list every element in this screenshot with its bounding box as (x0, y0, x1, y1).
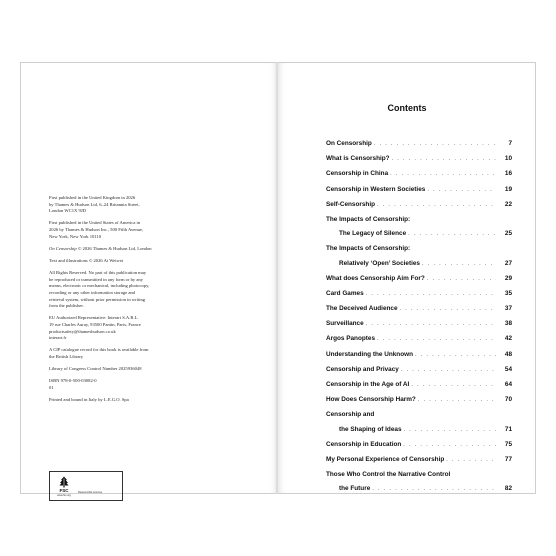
imprint-line: All Rights Reserved. No part of this publication may (49, 269, 147, 275)
toc-entry-title: Censorship and (326, 411, 375, 419)
toc-entry-title: the Shaping of Ideas (339, 425, 402, 433)
toc-page-number: 22 (504, 200, 512, 208)
toc-entry-title: Censorship in Education (326, 440, 402, 448)
imprint-line: EU Authorized Representative: Interart S.A.R.L. (49, 315, 139, 321)
toc-entry-title: the Future (339, 485, 371, 493)
imprint-line: means, electronic or mechanical, including photocopy, (49, 283, 150, 289)
toc-entry[interactable] (326, 441, 512, 449)
imprint-line: ISBN 978-0-500-03082-0 (49, 378, 97, 384)
toc-leader-dots (400, 305, 496, 313)
toc-entry[interactable] (326, 216, 512, 224)
fsc-tree-icon (58, 476, 70, 488)
toc-leader-dots (392, 155, 496, 163)
toc-entry[interactable] (326, 245, 512, 253)
imprint-paragraph (49, 366, 239, 373)
toc-entry[interactable] (326, 456, 512, 464)
imprint-line: First published in the United States of America in (49, 220, 141, 226)
toc-entry-title: Argos Panoptes (326, 335, 376, 343)
toc-page-number: 42 (504, 335, 512, 343)
toc-entry[interactable] (326, 170, 512, 178)
toc-leader-dots (403, 441, 496, 449)
toc-page-number: 70 (504, 396, 512, 404)
toc-entry-title: Understanding the Unknown (326, 350, 413, 358)
imprint-line: Text and illustrations © 2026 Ai Weiwei (49, 257, 124, 263)
toc-page-number: 35 (504, 289, 512, 297)
toc-page-number: 64 (504, 381, 512, 388)
book-spread (20, 62, 536, 497)
toc-leader-dots (374, 140, 496, 148)
toc-leader-dots (411, 381, 496, 389)
toc-leader-dots (427, 186, 496, 194)
imprint-line: First published in the United Kingdom in 2026 (49, 195, 136, 200)
toc-page-number: 75 (504, 440, 512, 448)
toc-entry[interactable] (326, 305, 512, 313)
fsc-code: Responsible sources (78, 491, 103, 494)
toc-leader-dots (390, 170, 496, 178)
toc-entry-title: Censorship in Western Societies (326, 185, 426, 193)
toc-leader-dots (415, 351, 496, 359)
imprint-page (20, 62, 277, 497)
toc-page-number: 29 (504, 274, 512, 282)
toc-entry-title: Those Who Control the Narrative Control (326, 471, 451, 479)
toc-entry[interactable] (326, 335, 512, 343)
fsc-name: FSC (59, 488, 69, 493)
toc-leader-dots (404, 426, 497, 434)
imprint-line: Library of Congress Control Number 2025936048 (49, 366, 142, 372)
imprint-line: retrieval system, without prior permission in writing (49, 296, 146, 302)
toc-entry[interactable] (326, 201, 512, 209)
toc-entry-title: On Censorship (326, 140, 372, 147)
toc-page-number: 38 (504, 320, 512, 328)
toc-entry-title: Self-Censorship (326, 200, 376, 208)
toc-entry-title: How Does Censorship Harm? (326, 396, 416, 404)
imprint-line: New York, New York 10110 (49, 233, 102, 239)
toc-page-number: 77 (504, 455, 512, 463)
toc-entry-title: What does Censorship Aim For? (326, 274, 425, 282)
imprint-line: Printed and bound in Italy by L.E.G.O. Spa (49, 396, 129, 402)
toc-page-number: 27 (504, 259, 512, 267)
toc-leader-dots (366, 320, 496, 328)
imprint-paragraph (49, 397, 239, 404)
toc-page-number: 19 (504, 185, 512, 193)
toc-entry[interactable] (326, 485, 512, 493)
imprint-paragraph (49, 270, 239, 310)
toc-leader-dots (377, 335, 496, 343)
imprint-paragraph (49, 246, 239, 253)
toc-entry[interactable] (326, 351, 512, 359)
imprint-line: 2026 by Thames & Hudson Inc., 500 Fifth Avenue, (49, 227, 144, 233)
toc-entry[interactable] (326, 155, 512, 163)
toc-entry[interactable] (326, 426, 512, 434)
imprint-line: London WC1X 9JD (49, 208, 86, 214)
toc-page-number: 25 (504, 230, 512, 238)
toc-leader-dots (422, 260, 496, 268)
toc-entry-title: Relatively ‘Open’ Societies (339, 259, 420, 267)
toc-entry[interactable] (326, 396, 512, 404)
toc-entry[interactable] (326, 275, 512, 283)
imprint-paragraph (49, 378, 239, 391)
imprint-line: productsafety@thameshudson.co.uk (49, 328, 116, 334)
toc-entry[interactable] (326, 230, 512, 238)
imprint-paragraph (49, 195, 239, 215)
toc-page-number: 71 (504, 425, 512, 433)
toc-entry-title: My Personal Experience of Censorship (326, 455, 445, 463)
contents-page (278, 62, 536, 494)
toc-entry[interactable] (326, 260, 512, 268)
toc-entry-title: The Legacy of Silence (339, 230, 407, 238)
toc-page-number: 16 (504, 170, 512, 178)
imprint-paragraph (49, 258, 239, 265)
imprint-line: be reproduced or transmitted in any form or by any (49, 276, 144, 282)
fsc-logo (53, 475, 75, 499)
contents-title: Contents (387, 103, 427, 113)
toc-page-number: 10 (504, 155, 512, 163)
imprint-line: A CIP catalogue record for this book is available from (49, 347, 149, 353)
toc-entry-title: Censorship in the Age of AI (326, 381, 410, 388)
imprint-line: 01 (49, 384, 54, 390)
toc-entry-title: Surveillance (326, 320, 364, 328)
toc-leader-dots (408, 230, 496, 238)
toc-leader-dots (401, 366, 496, 374)
toc-page-number: 54 (504, 365, 512, 373)
toc-entry-title: The Impacts of Censorship: (326, 215, 411, 223)
imprint-line: the British Library (49, 354, 84, 360)
toc-entry[interactable] (326, 186, 512, 194)
imprint-line: interart.fr (49, 335, 67, 341)
toc-page-number: 48 (504, 350, 512, 358)
toc-entry-title: The Deceived Audience (326, 305, 398, 313)
toc-entry-title: Censorship and Privacy (326, 365, 399, 373)
toc-leader-dots (418, 396, 496, 404)
toc-entry[interactable] (326, 140, 512, 148)
toc-entry[interactable] (326, 366, 512, 374)
fsc-label (49, 471, 123, 501)
toc-leader-dots (377, 201, 496, 209)
toc-entry-title: Censorship in China (326, 170, 389, 178)
imprint-line: recording or any other information storage and (49, 289, 135, 295)
toc-page-number: 7 (508, 140, 512, 147)
toc-entry[interactable] (326, 411, 512, 419)
imprint-paragraph (49, 315, 239, 342)
toc-entry[interactable] (326, 290, 512, 298)
toc-entry[interactable] (326, 381, 512, 389)
toc-leader-dots (446, 456, 496, 464)
toc-page-number: 82 (504, 485, 512, 493)
fsc-url: www.fsc.org (57, 493, 71, 497)
toc-page-number: 37 (504, 305, 512, 313)
imprint-line: from the publisher. (49, 303, 84, 309)
toc-entry[interactable] (326, 320, 512, 328)
imprint-line: 19 rue Charles Auray, 93500 Pantin, Paris, France (49, 322, 141, 328)
toc-entry[interactable] (326, 471, 512, 479)
toc-leader-dots (366, 290, 496, 298)
toc-leader-dots (372, 485, 496, 493)
imprint-line: On Censorship © 2026 Thames & Hudson Ltd, London (49, 245, 152, 251)
imprint-text (49, 195, 239, 409)
imprint-line: by Thames & Hudson Ltd, 6–24 Britannia Street, (49, 201, 140, 207)
toc-entry-title: What is Censorship? (326, 155, 390, 163)
toc-entry-title: The Impacts of Censorship: (326, 245, 411, 253)
imprint-paragraph (49, 347, 239, 360)
toc-leader-dots (427, 275, 496, 283)
toc-list (326, 140, 512, 501)
imprint-paragraph (49, 220, 239, 240)
toc-entry-title: Card Games (326, 289, 364, 297)
